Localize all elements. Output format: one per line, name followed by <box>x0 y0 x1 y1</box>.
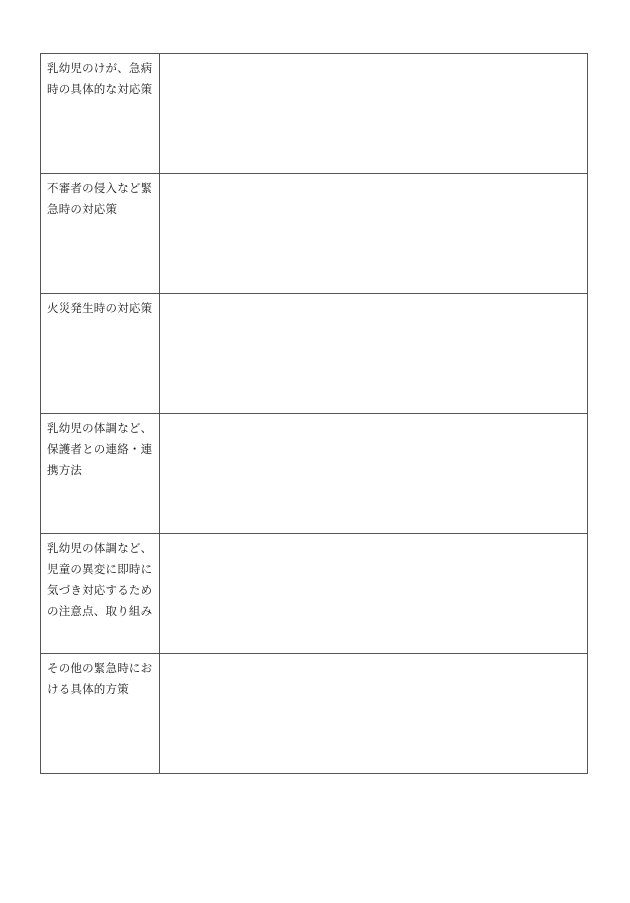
row-label-cell <box>41 534 160 654</box>
row-value-intruder[interactable] <box>160 174 588 294</box>
emergency-response-form-table <box>40 53 588 774</box>
form-row-intruder <box>41 174 588 294</box>
row-label-cell <box>41 654 160 774</box>
row-label-injury-illness: 乳幼児のけが、急病 時の具体的な対応策 <box>47 61 153 96</box>
row-label-cell <box>41 54 160 174</box>
row-value-fire[interactable] <box>160 294 588 414</box>
row-label-intruder: 不審者の侵入など緊 急時の対応策 <box>47 181 153 216</box>
row-value-guardian-contact[interactable] <box>160 414 588 534</box>
row-label-cell <box>41 294 160 414</box>
form-row-fire <box>41 294 588 414</box>
row-label-anomaly-awareness: 乳幼児の体調など、 児童の異変に即時に 気づき対応するため の注意点、取り組み <box>47 541 153 618</box>
row-label-cell <box>41 174 160 294</box>
row-label-guardian-contact: 乳幼児の体調など、 保護者との連絡・連 携方法 <box>47 421 153 477</box>
row-value-other-emergency[interactable] <box>160 654 588 774</box>
row-label-other-emergency: その他の緊急時にお ける具体的方策 <box>47 661 153 696</box>
row-value-anomaly-awareness[interactable] <box>160 534 588 654</box>
form-row-guardian-contact <box>41 414 588 534</box>
form-row-anomaly-awareness <box>41 534 588 654</box>
row-label-cell <box>41 414 160 534</box>
form-row-other-emergency <box>41 654 588 774</box>
form-row-injury-illness <box>41 54 588 174</box>
row-value-injury-illness[interactable] <box>160 54 588 174</box>
row-label-fire: 火災発生時の対応策 <box>47 301 153 315</box>
